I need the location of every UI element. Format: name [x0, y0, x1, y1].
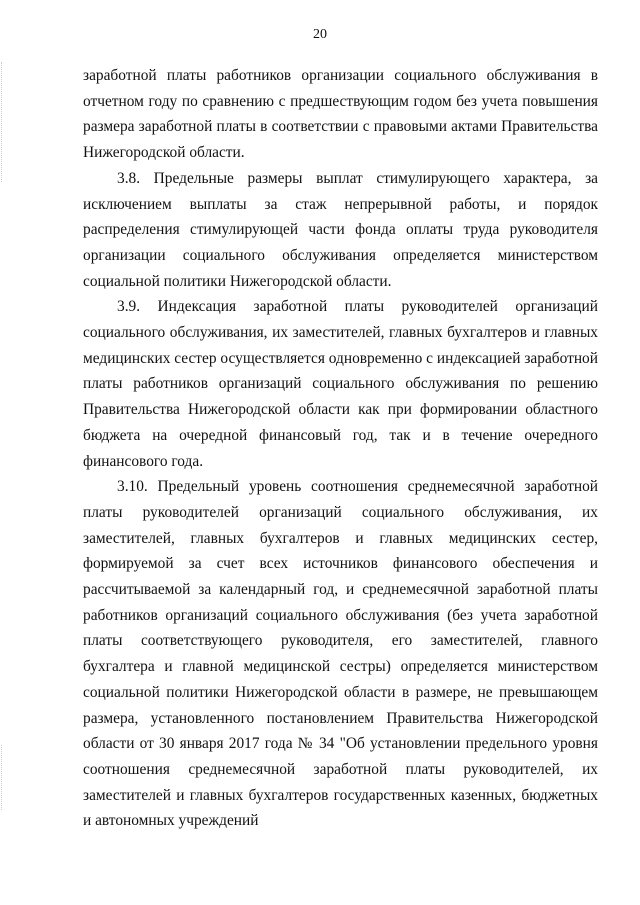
page-number: 20: [313, 27, 327, 42]
paragraph-clause-3-8: 3.8. Предельные размеры выплат стимулирующего характера, за исключением выплаты за стаж непрерывной работы, и порядок распределения стимулирующей части фонда оплаты труда руководителя организации социального обслуживания определяется министерством социальной политики Нижегородской области.: [83, 169, 598, 290]
paragraph-clause-3-9: 3.9. Индексация заработной платы руководителей организаций социального обслуживания, их заместителей, главных бухгалтеров и главных медицинских сестер осуществляется одновременно с индексацией заработной платы работников организаций социального обслуживания по решению Правительства Нижегородской области как при формировании областного бюджета на очередной финансовый год, так и в течение очередного финансового года.: [83, 298, 598, 470]
paragraph-clause-3-10: 3.10. Предельный уровень соотношения среднемесячной заработной платы руководителей организаций социального обслуживания, их заместителей, главных бухгалтеров и главных медицинских сестер, формируемой за счет всех источников финансового обеспечения и рассчитываемой за календарный год, и среднемесячной заработной платы работников организаций социального обслуживания (без учета заработной платы соответствующего руководителя, его заместителей, главного бухгалтера и главной медицинской сестры) определяется министерством социальной политики Нижегородской области в размере, не превышающем размера, установленного постановлением Правительства Нижегородской области от 30 января 2017 года № 34 "Об установлении предельного уровня соотношения среднемесячной заработной платы руководителей, их заместителей и главных бухгалтеров государственных казенных, бюджетных и автономных учреждений: [83, 478, 598, 830]
scan-edge-mark-top: [1, 62, 4, 182]
scan-edge-mark-bottom: [1, 745, 4, 810]
paragraph-continuation: заработной платы работников организации социального обслуживания в отчетном году по сравнению с предшествующим годом без учета повышения размера заработной платы в соответствии с правовыми актами Правительства Нижегородской области.: [83, 67, 598, 162]
document-body: [83, 63, 598, 834]
